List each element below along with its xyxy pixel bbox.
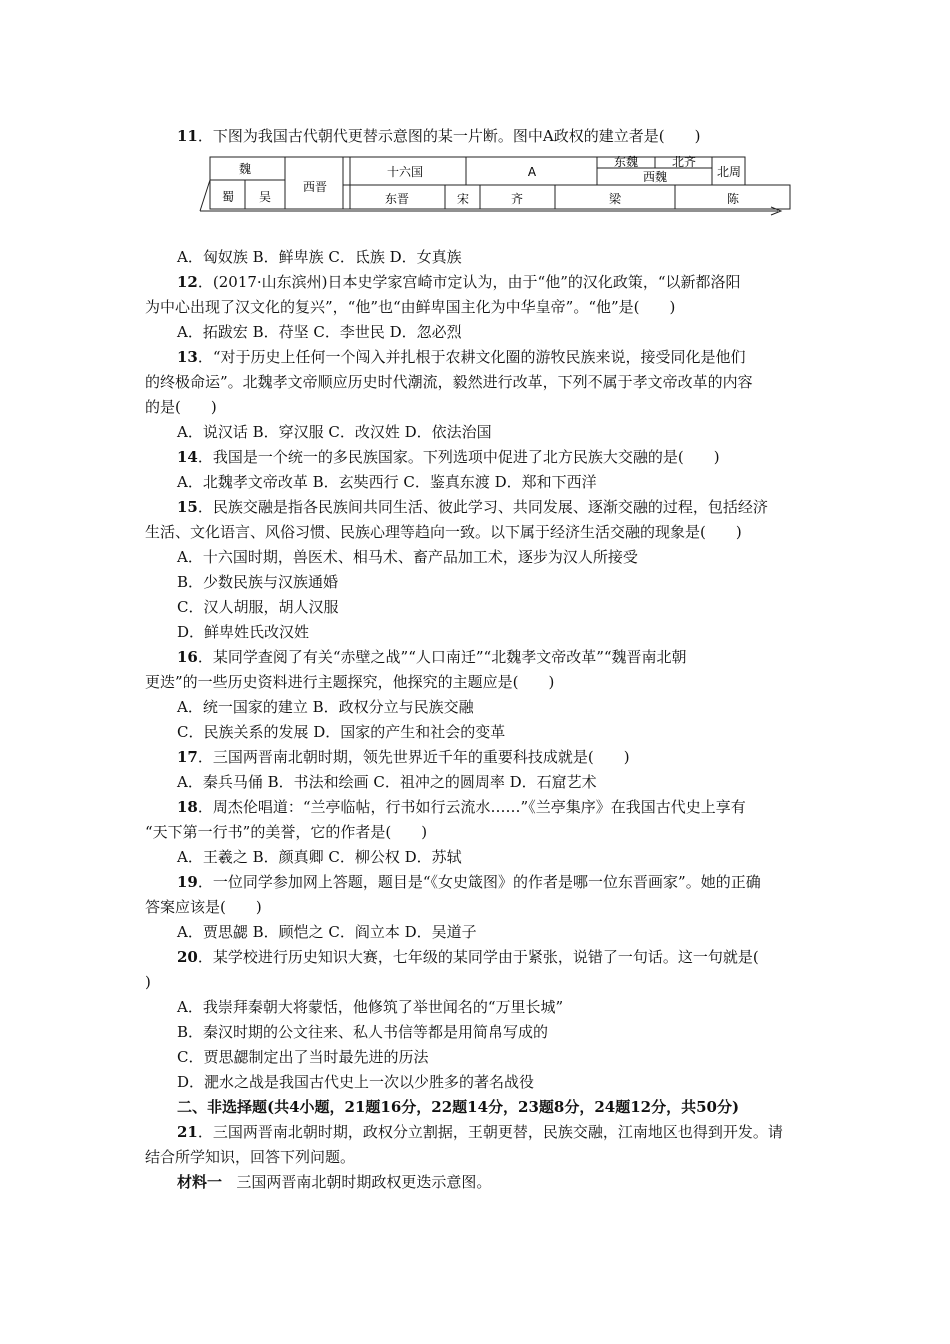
question-number: 18 [177, 798, 198, 816]
question-20-option-d: D．淝水之战是我国古代史上一次以少胜多的著名战役 [177, 1073, 535, 1091]
question-18-stem: 18．周杰伦唱道：“兰亭临帖，行书如行云流水……”《兰亭集序》在我国古代史上享有 [177, 798, 746, 816]
exam-page [145, 124, 810, 1195]
material-text: 三国两晋南北朝时期政权更迭示意图。 [236, 1173, 492, 1191]
label-wu: 吴 [258, 190, 272, 204]
question-15-option-c: C．汉人胡服，胡人汉服 [177, 598, 339, 616]
question-14-stem: 14．我国是一个统一的多民族国家。下列选项中促进了北方民族大交融的是( ) [177, 448, 720, 466]
label-a: A [527, 165, 537, 179]
dynasty-timeline-diagram [145, 151, 810, 241]
question-number: 13 [177, 348, 198, 366]
label-chen: 陈 [726, 192, 740, 206]
label-xijin: 西晋 [302, 180, 328, 194]
question-number: 12 [177, 273, 198, 291]
question-20-option-b: B．秦汉时期的公文往来、私人书信等都是用简帛写成的 [177, 1023, 549, 1041]
question-11-stem: 11．下图为我国古代朝代更替示意图的某一片断。图中A政权的建立者是( ) [177, 127, 701, 145]
material-one [145, 1170, 810, 1195]
label-qi: 齐 [510, 192, 524, 206]
question-20-stem: 20．某学校进行历史知识大赛，七年级的某同学由于紧张，说错了一句话。这一句就是( [177, 948, 759, 966]
label-shu: 蜀 [221, 190, 235, 204]
material-label: 材料一 [177, 1173, 223, 1191]
question-16-stem: 16．某同学查阅了有关“赤壁之战”“人口南迁”“北魏孝文帝改革”“魏晋南北朝 [177, 648, 687, 666]
question-number: 15 [177, 498, 198, 516]
question-19-stem: 19．一位同学参加网上答题，题目是“《女史箴图》的作者是哪一位东晋画家”。她的正确 [177, 873, 761, 891]
question-15-stem: 15．民族交融是指各民族间共同生活、彼此学习、共同发展、逐渐交融的过程，包括经济 [177, 498, 768, 516]
label-song: 宋 [456, 192, 470, 206]
question-18-options: A．王羲之 B．颜真卿 C．柳公权 D．苏轼 [177, 848, 462, 866]
question-number: 16 [177, 648, 198, 666]
label-xiwei: 西魏 [642, 170, 668, 184]
question-11-options: A．匈奴族 B．鲜卑族 C．氐族 D．女真族 [177, 248, 462, 266]
question-21-stem: 21．三国两晋南北朝时期，政权分立割据，王朝更替，民族交融，江南地区也得到开发。请 [177, 1123, 783, 1141]
question-19-options: A．贾思勰 B．顾恺之 C．阎立本 D．吴道子 [177, 923, 477, 941]
timeline-svg [145, 151, 810, 241]
question-12-options: A．拓跋宏 B．苻坚 C．李世民 D．忽必烈 [177, 323, 462, 341]
question-21-stem-cont: 结合所学知识，回答下列问题。 [145, 1148, 356, 1166]
question-17-stem: 17．三国两晋南北朝时期，领先世界近千年的重要科技成就是( ) [177, 748, 630, 766]
question-16-stem-cont: 更迭”的一些历史资料进行主题探究，他探究的主题应是( ) [145, 673, 555, 691]
label-wei: 魏 [238, 162, 252, 176]
question-16-options-ab: A．统一国家的建立 B．政权分立与民族交融 [177, 698, 474, 716]
question-15-option-a: A．十六国时期，兽医术、相马术、畜产品加工术，逐步为汉人所接受 [177, 548, 638, 566]
question-13-options: A．说汉话 B．穿汉服 C．改汉姓 D．依法治国 [177, 423, 492, 441]
question-16-options-cd: C．民族关系的发展 D．国家的产生和社会的变革 [177, 723, 506, 741]
question-17-options: A．秦兵马俑 B．书法和绘画 C．祖冲之的圆周率 D．石窟艺术 [177, 773, 597, 791]
question-12-stem-cont: 为中心出现了汉文化的复兴”，“他”也“由鲜卑国主化为中华皇帝”。“他”是( ) [145, 298, 676, 316]
question-number: 17 [177, 748, 198, 766]
question-20-stem-cont: ) [145, 973, 151, 991]
label-beizhou: 北周 [716, 165, 742, 179]
question-15-option-d: D．鲜卑姓氏改汉姓 [177, 623, 310, 641]
label-shiliuguo: 十六国 [386, 165, 424, 179]
question-19-stem-cont: 答案应该是( ) [145, 898, 262, 916]
question-13-stem-cont: 的是( ) [145, 398, 217, 416]
question-number: 20 [177, 948, 198, 966]
label-liang: 梁 [608, 192, 622, 206]
question-13-stem: 13．“对于历史上任何一个闯入并扎根于农耕文化圈的游牧民族来说，接受同化是他们 [177, 348, 746, 366]
question-20-option-c: C．贾思勰制定出了当时最先进的历法 [177, 1048, 429, 1066]
question-number: 19 [177, 873, 198, 891]
question-number: 11 [177, 127, 198, 145]
question-14-options: A．北魏孝文帝改革 B．玄奘西行 C．鉴真东渡 D．郑和下西洋 [177, 473, 597, 491]
question-13-stem-cont: 的终极命运”。北魏孝文帝顺应历史时代潮流，毅然进行改革，下列不属于孝文帝改革的内容 [145, 373, 753, 391]
question-20-option-a: A．我崇拜秦朝大将蒙恬，他修筑了举世闻名的“万里长城” [177, 998, 564, 1016]
label-dongwei: 东魏 [613, 155, 639, 169]
label-beiqi: 北齐 [671, 155, 697, 169]
question-15-option-b: B．少数民族与汉族通婚 [177, 573, 339, 591]
question-12-stem: 12．(2017·山东滨州)日本史学家宫崎市定认为，由于“他”的汉化政策，“以新都洛阳 [177, 273, 741, 291]
question-number: 21 [177, 1123, 198, 1141]
question-number: 14 [177, 448, 198, 466]
question-15-stem-cont: 生活、文化语言、风俗习惯、民族心理等趋向一致。以下属于经济生活交融的现象是( ) [145, 523, 742, 541]
label-dongjin: 东晋 [384, 192, 410, 206]
section-heading: 二、非选择题(共4小题，21题16分，22题14分，23题8分，24题12分，共50分) [177, 1098, 740, 1116]
question-18-stem-cont: “天下第一行书”的美誉，它的作者是( ) [145, 823, 428, 841]
